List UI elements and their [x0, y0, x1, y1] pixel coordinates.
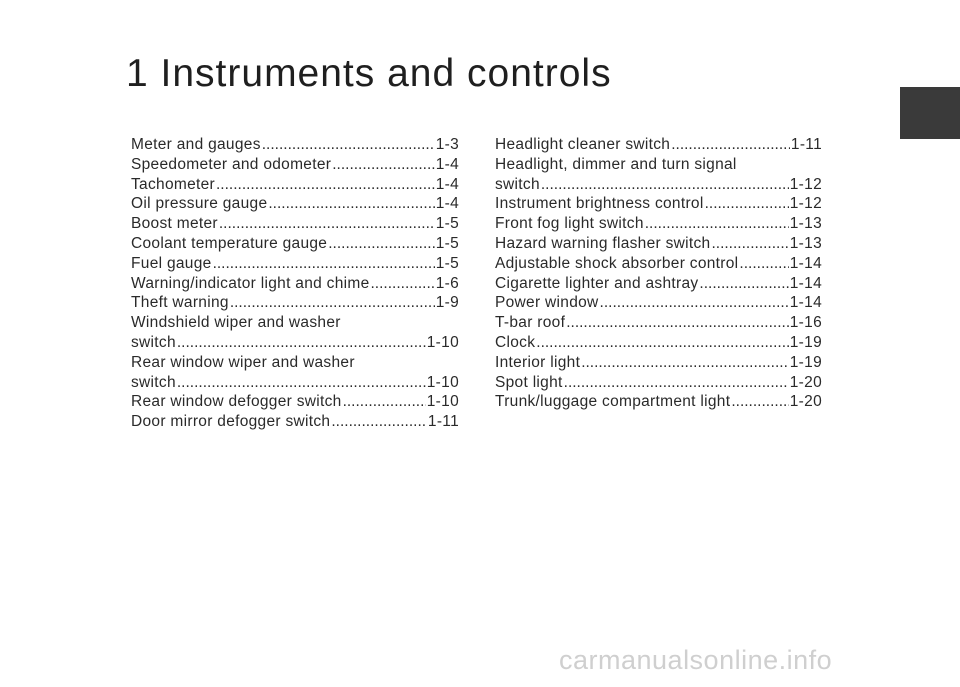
toc-entry[interactable]	[131, 254, 459, 274]
toc-entry[interactable]	[495, 392, 822, 412]
toc-page-number: 1-13	[789, 234, 822, 252]
toc-entry[interactable]	[495, 155, 822, 195]
dot-leader	[331, 412, 427, 432]
watermark: carmanualsonline.info	[559, 645, 833, 675]
toc-entry-title: Front fog light switch	[495, 215, 644, 233]
toc-entry[interactable]	[495, 313, 822, 333]
toc-entry-title: switch	[131, 333, 176, 351]
toc-page-number: 1-11	[790, 136, 822, 153]
toc-page-number: 1-20	[789, 373, 822, 391]
toc-entry-title-line1: Windshield wiper and washer	[131, 314, 341, 332]
toc-page-number: 1-16	[789, 314, 822, 332]
toc-entry[interactable]	[495, 254, 822, 274]
toc-page-number: 1-10	[426, 393, 459, 411]
dot-leader	[219, 214, 435, 234]
toc-entry-title: Power window	[495, 294, 599, 312]
toc-entry-title: Adjustable shock absorber control	[495, 254, 739, 272]
toc-page-number: 1-4	[435, 175, 459, 193]
toc-entry-title: Headlight cleaner switch	[495, 136, 671, 153]
dot-leader	[600, 293, 789, 313]
toc-entry-title: Instrument brightness control	[495, 195, 704, 213]
dot-leader	[177, 333, 426, 353]
dot-leader	[268, 194, 434, 214]
toc-page-number: 1-19	[789, 353, 822, 371]
dot-leader	[328, 234, 434, 254]
toc-entry[interactable]	[131, 293, 459, 313]
toc-entry-title: Speedometer and odometer	[131, 155, 332, 173]
toc-entry[interactable]	[131, 412, 459, 432]
toc-column-right	[495, 135, 822, 412]
toc-entry-title: Rear window defogger switch	[131, 393, 342, 411]
toc-entry-title: Spot light	[495, 373, 563, 391]
toc-entry[interactable]	[131, 155, 459, 175]
toc-entry[interactable]	[131, 194, 459, 214]
toc-entry[interactable]	[131, 175, 459, 195]
chapter-tab-marker	[900, 87, 960, 139]
toc-page-number: 1-14	[789, 294, 822, 312]
toc-page-number: 1-3	[435, 136, 459, 153]
toc-entry-title-line1: Headlight, dimmer and turn signal	[495, 155, 737, 173]
dot-leader	[739, 254, 788, 274]
toc-entry[interactable]	[131, 313, 459, 353]
toc-page-number: 1-19	[789, 333, 822, 351]
toc-entry-title: Cigarette lighter and ashtray	[495, 274, 699, 292]
toc-entry-title: Door mirror defogger switch	[131, 413, 331, 431]
toc-entry-title: switch	[131, 373, 176, 391]
toc-page-number: 1-5	[435, 234, 459, 252]
toc-page-number: 1-10	[426, 373, 459, 391]
dot-leader	[536, 333, 789, 353]
dot-leader	[566, 313, 789, 333]
toc-entry-title: switch	[495, 175, 540, 193]
toc-page-number: 1-4	[435, 195, 459, 213]
dot-leader	[671, 135, 790, 155]
toc-entry[interactable]	[131, 234, 459, 254]
dot-leader	[213, 254, 435, 274]
dot-leader	[262, 135, 435, 155]
toc-entry[interactable]	[495, 353, 822, 373]
toc-entry[interactable]	[131, 392, 459, 412]
dot-leader	[581, 353, 789, 373]
toc-entry[interactable]	[495, 194, 822, 214]
dot-leader	[699, 274, 788, 294]
toc-entry-title: Clock	[495, 333, 536, 351]
toc-entry-title: Trunk/luggage compartment light	[495, 393, 731, 411]
toc-entry[interactable]	[495, 274, 822, 294]
toc-entry[interactable]	[495, 333, 822, 353]
toc-entry[interactable]	[495, 214, 822, 234]
toc-entry[interactable]	[495, 135, 822, 155]
toc-page-number: 1-12	[789, 175, 822, 193]
dot-leader	[216, 175, 435, 195]
toc-entry[interactable]	[131, 214, 459, 234]
toc-entry-title: T-bar roof	[495, 314, 566, 332]
toc-entry-title: Interior light	[495, 353, 581, 371]
toc-entry-title: Meter and gauges	[131, 136, 261, 153]
toc-page-number: 1-13	[789, 215, 822, 233]
chapter-title: 1 Instruments and controls	[126, 52, 612, 95]
toc-entry-title: Oil pressure gauge	[131, 195, 268, 213]
dot-leader	[177, 373, 426, 393]
toc-entry-title-line1: Rear window wiper and washer	[131, 353, 355, 371]
toc-column-left	[131, 135, 459, 432]
toc-entry-title: Coolant temperature gauge	[131, 234, 328, 252]
toc-entry-title: Theft warning	[131, 294, 229, 312]
dot-leader	[705, 194, 789, 214]
toc-entry-title: Tachometer	[131, 175, 215, 193]
dot-leader	[332, 155, 434, 175]
toc-entry-title: Warning/indicator light and chime	[131, 274, 370, 292]
toc-page-number: 1-4	[435, 155, 459, 173]
toc-page-number: 1-5	[435, 254, 459, 272]
toc-entry[interactable]	[131, 135, 459, 155]
dot-leader	[541, 175, 789, 195]
dot-leader	[371, 274, 435, 294]
toc-page-number: 1-14	[789, 254, 822, 272]
toc-entry[interactable]	[131, 274, 459, 294]
toc-entry[interactable]	[495, 234, 822, 254]
dot-leader	[711, 234, 788, 254]
toc-page-number: 1-11	[427, 413, 459, 431]
toc-entry-title: Hazard warning flasher switch	[495, 234, 711, 252]
dot-leader	[645, 214, 789, 234]
toc-entry-title: Boost meter	[131, 215, 218, 233]
dot-leader	[564, 373, 789, 393]
toc-page-number: 1-10	[426, 333, 459, 351]
toc-page-number: 1-14	[789, 274, 822, 292]
dot-leader	[343, 392, 426, 412]
toc-entry[interactable]	[495, 373, 822, 393]
toc-page-number: 1-20	[789, 393, 822, 411]
toc-entry[interactable]	[131, 353, 459, 393]
dot-leader	[230, 293, 435, 313]
toc-entry-title: Fuel gauge	[131, 254, 212, 272]
toc-page-number: 1-9	[435, 294, 459, 312]
toc-page-number: 1-6	[435, 274, 459, 292]
toc-page-number: 1-5	[435, 215, 459, 233]
toc-entry[interactable]	[495, 293, 822, 313]
dot-leader	[731, 392, 788, 412]
toc-page-number: 1-12	[789, 195, 822, 213]
